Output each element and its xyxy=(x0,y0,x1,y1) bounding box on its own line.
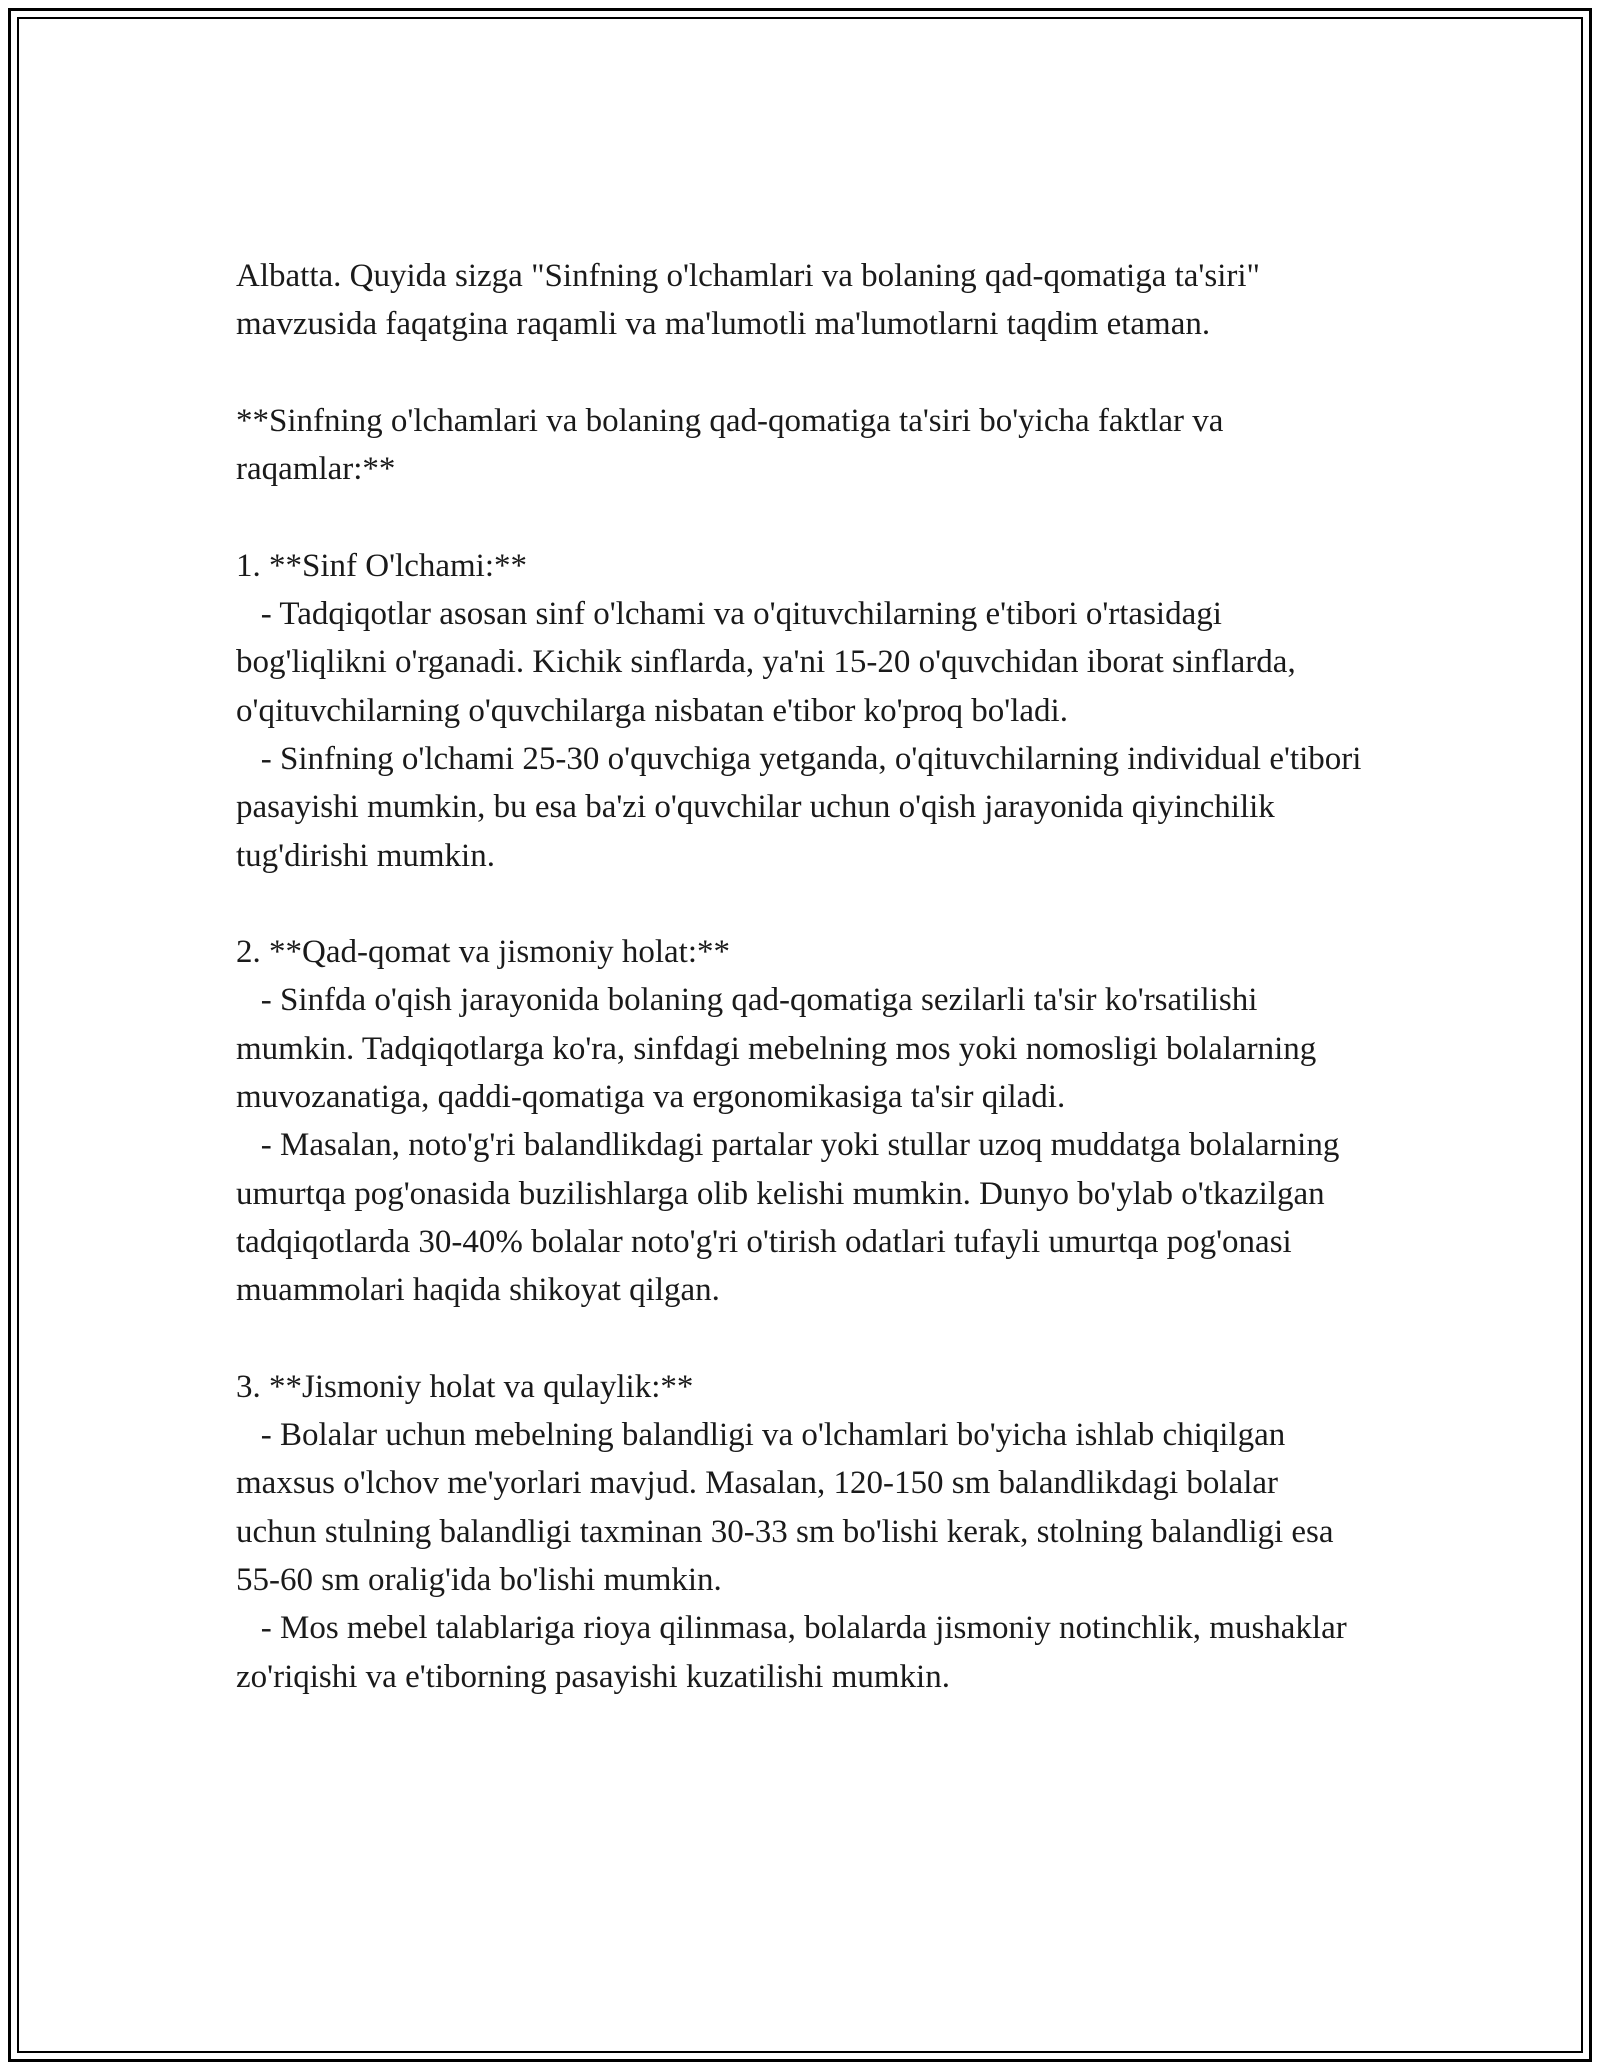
paragraph-gap xyxy=(236,493,1366,541)
paragraph-gap xyxy=(236,1315,1366,1363)
paragraph-gap xyxy=(236,349,1366,397)
list-item: - Mos mebel talablariga rioya qilinmasa, bolalarda jismoniy notinchlik, mushaklar zo'riqishi va e'tiborning pasayishi kuzatilishi mumkin. xyxy=(236,1610,1355,1695)
document-body xyxy=(236,252,1370,1701)
section-title: 1. **Sinf O'lchami:** xyxy=(236,547,528,584)
paragraph-gap xyxy=(236,880,1366,928)
list-item: - Masalan, noto'g'ri balandlikdagi partalar yoki stullar uzoq muddatga bolalarning umurtqa pog'onasida buzilishlarga olib kelishi mumkin. Dunyo bo'ylab o'tkazilgan tadqiqotlarda 30-40% bolalar noto'g'ri o'tirish odatlari tufayli umurtqa pog'onasi muammolari haqida shikoyat qilgan. xyxy=(236,1127,1348,1309)
document-heading: **Sinfning o'lchamlari va bolaning qad-qomatiga ta'siri bo'yicha faktlar va raqamlar:** xyxy=(236,402,1224,488)
section-jismoniy-holat xyxy=(236,1363,1366,1701)
list-item: - Tadqiqotlar asosan sinf o'lchami va o'qituvchilarning e'tibori o'rtasidagi bog'liqlikni o'rganadi. Kichik sinflarda, ya'ni 15-20 o'quvchidan iborat sinflarda, o'qituvchilarning o'quvchilarga nisbatan e'tibor ko'proq bo'ladi. xyxy=(236,596,1304,729)
section-qad-qomat xyxy=(236,928,1366,1314)
list-item: - Sinfda o'qish jarayonida bolaning qad-qomatiga sezilarli ta'sir ko'rsatilishi mumkin. Tadqiqotlarga ko'ra, sinfdagi mebelning mos yoki nomosligi bolalarning muvozanatiga, qaddi-qomatiga va ergonomikasiga ta'sir qiladi. xyxy=(236,982,1325,1116)
list-item: - Sinfning o'lchami 25-30 o'quvchiga yetganda, o'qituvchilarning individual e'tibori pasayishi mumkin, bu esa ba'zi o'quvchilar uchun o'qish jarayonida qiyinchilik tug'dirishi mumkin. xyxy=(236,740,1370,874)
section-title: 3. **Jismoniy holat va qulaylik:** xyxy=(236,1368,694,1405)
intro-paragraph: Albatta. Quyida sizga "Sinfning o'lchamlari va bolaning qad-qomatiga ta'siri" mavzusida faqatgina raqamli va ma'lumotli ma'lumotlarni taqdim etaman. xyxy=(236,258,1260,343)
section-title: 2. **Qad-qomat va jismoniy holat:** xyxy=(236,934,731,971)
section-sinf-olchami xyxy=(236,542,1370,880)
list-item: - Bolalar uchun mebelning balandligi va o'lchamlari bo'yicha ishlab chiqilgan maxsus o'lchov me'yorlari mavjud. Masalan, 120-150 sm balandlikdagi bolalar uchun stulning balandligi taxminan 30-33 sm bo'lishi kerak, stolning balandligi esa 55-60 sm oralig'ida bo'lishi mumkin. xyxy=(236,1417,1342,1599)
